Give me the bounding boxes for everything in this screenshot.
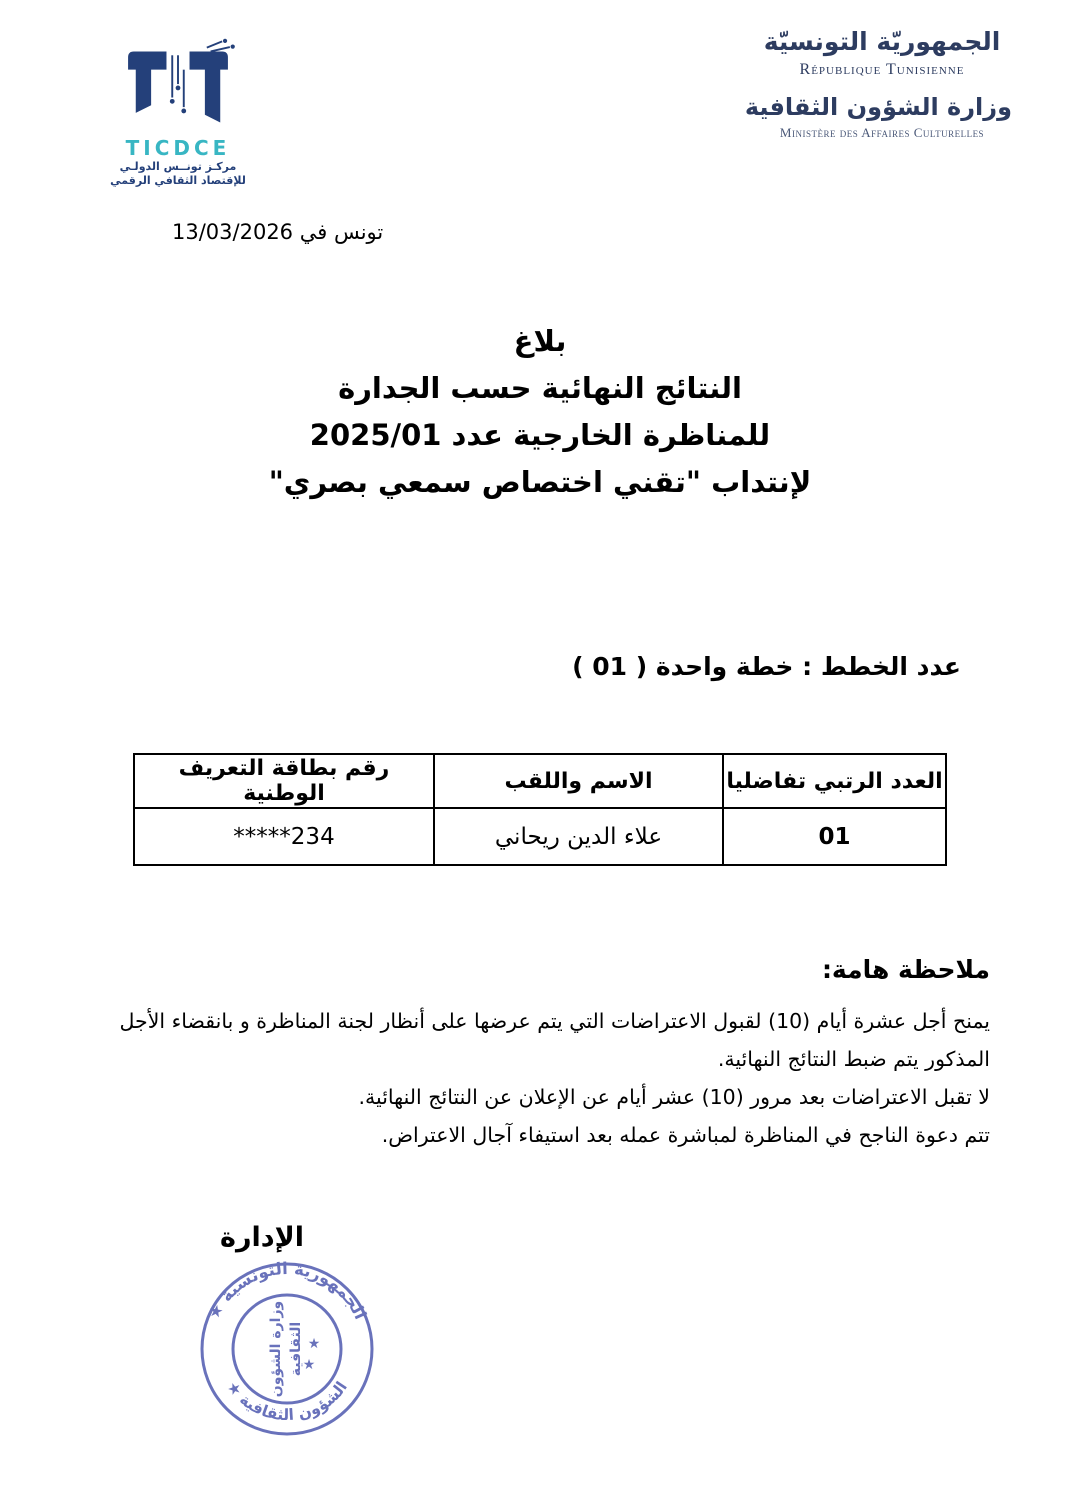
title-line-1: بلاغ — [513, 324, 567, 358]
note-paragraph-3: تتم دعوة الناجح في المناظرة لمباشرة عمله بعد استيفاء آجال الاعتراض. — [381, 1123, 990, 1147]
table-row — [134, 808, 946, 865]
svg-text:الشؤون الثقافية ★ — [223, 1378, 351, 1424]
signature-label: الإدارة — [220, 1222, 304, 1253]
stamp-star-2: ★ — [302, 1357, 316, 1373]
cell-rank: 01 — [723, 808, 946, 865]
table-header-row — [134, 754, 946, 808]
col-header-id-number: رقم بطاقة التعريف الوطنية — [134, 754, 434, 808]
posts-count-line: عدد الخطط : خطة واحدة ( 01 ) — [572, 652, 961, 681]
logo-acronym: TICDCE — [125, 136, 231, 160]
masked-id-value: *****234 — [233, 823, 335, 850]
emblem-country-arabic: الجمهوريّة التونسيّة — [763, 27, 1001, 56]
republic-emblem — [744, 24, 1012, 141]
ticdce-logo-icon — [110, 38, 246, 134]
ticdce-logo — [102, 38, 254, 188]
cell-id-number — [134, 808, 434, 865]
announcement-title — [0, 318, 1080, 506]
note-paragraph-2: لا تقبل الاعتراضات بعد مرور (10) عشر أيام عن الإعلان عن النتائج النهائية. — [358, 1085, 990, 1109]
results-table — [133, 753, 947, 866]
logo-tagline-line1: مركـز تونــس الدولـي — [119, 160, 237, 173]
stamp-star-1: ★ — [307, 1336, 321, 1352]
note-paragraph-1: يمنح أجل عشرة أيام (10) لقبول الاعتراضات التي يتم عرضها على أنظار لجنة المناظرة و بانقضاء الأجل المذكور يتم ضبط النتائج النهائية. — [119, 1009, 990, 1071]
emblem-ministry-arabic: وزارة الشؤون الثقافية — [744, 93, 1012, 121]
logo-tagline-line2: للإقتصاد الثقافي الرقمي — [110, 174, 246, 187]
title-line-2: النتائج النهائية حسب الجدارة — [338, 371, 742, 405]
col-header-rank: العدد الرتبي تفاضليا — [723, 754, 946, 808]
title-line-3: للمناظرة الخارجية عدد 2025/01 — [309, 418, 771, 452]
stamp-ring-bottom-text: الشؤون الثقافية ★ — [223, 1377, 351, 1425]
note-body — [84, 1002, 990, 1154]
svg-text:الجمهورية التونسية ★ — [204, 1259, 370, 1322]
stamp-center-line2: الثقافية — [288, 1321, 304, 1377]
title-line-4: لإنتداب "تقني اختصاص سمعي بصري" — [268, 465, 812, 499]
cell-name: علاء الدين ريحاني — [434, 808, 723, 865]
stamp-ring-top-text: الجمهورية التونسية ★ — [204, 1258, 371, 1323]
emblem-ministry-french: Ministère des Affaires Culturelles — [779, 125, 985, 140]
stamp-center-line1: وزارة الشؤون — [268, 1300, 284, 1398]
col-header-name: الاسم واللقب — [434, 754, 723, 808]
emblem-country-french: République Tunisienne — [799, 61, 965, 78]
date-line: تونس في 13/03/2026 — [172, 220, 384, 244]
note-heading: ملاحظة هامة: — [821, 955, 990, 984]
official-stamp-icon — [190, 1252, 384, 1446]
